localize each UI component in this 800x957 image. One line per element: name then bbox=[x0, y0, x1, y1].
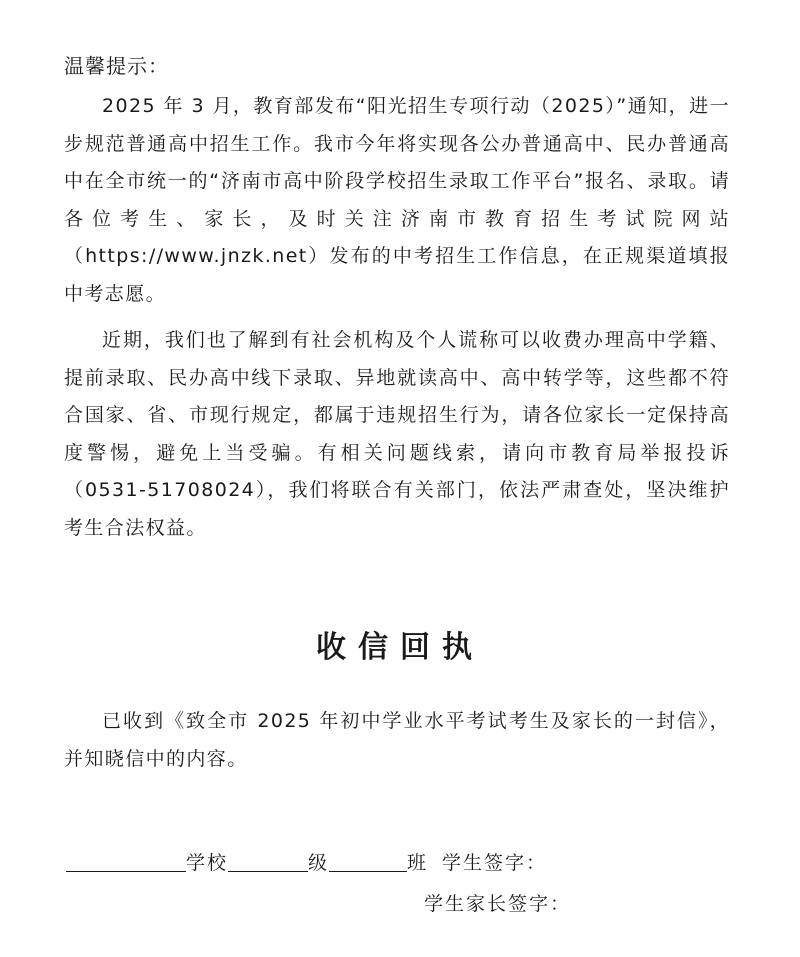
grade-blank-field[interactable] bbox=[228, 851, 308, 872]
notice-paragraph-admission-policy: 2025 年 3 月，教育部发布“阳光招生专项行动（2025）”通知，进一步规范普通高中招生工作。我市今年将实现各公办普通高中、民办普通高中在全市统一的“济南市高中阶段学校招生录取工作平台”报名、录取。请各位考生、家长，及时关注济南市教育招生考试院网站（https://www.jnzk.net）发布的中考招生工作信息，在正规渠道填报中考志愿。 bbox=[64, 95, 730, 305]
grade-label: 级 bbox=[308, 852, 330, 874]
student-signature-label: 学生签字： bbox=[442, 852, 548, 874]
school-label: 学校 bbox=[186, 852, 229, 874]
class-label: 班 bbox=[407, 852, 429, 874]
class-blank-field[interactable] bbox=[329, 851, 407, 872]
notice-paragraph-fraud-warning: 近期，我们也了解到有社会机构及个人谎称可以收费办理高中学籍、提前录取、民办高中线下录取、异地就读高中、高中转学等，这些都不符合国家、省、市现行规定，都属于违规招生行为，请各位家长一定保持高度警惕，避免上当受骗。有相关问题线索，请向市教育局举报投诉（0531-51708024），我们将联合有关部门，依法严肃查处，坚决维护考生合法权益。 bbox=[64, 329, 730, 539]
school-blank-field[interactable] bbox=[66, 851, 186, 872]
receipt-form-row-student bbox=[64, 848, 744, 878]
parent-signature-label: 学生家长签字： bbox=[424, 893, 572, 915]
receipt-acknowledgement-text: 已收到《致全市 2025 年初中学业水平考试考生及家长的一封信》，并知晓信中的内容。 bbox=[64, 710, 730, 770]
notice-heading: 温馨提示： bbox=[64, 54, 169, 78]
receipt-title: 收信回执 bbox=[316, 630, 484, 665]
